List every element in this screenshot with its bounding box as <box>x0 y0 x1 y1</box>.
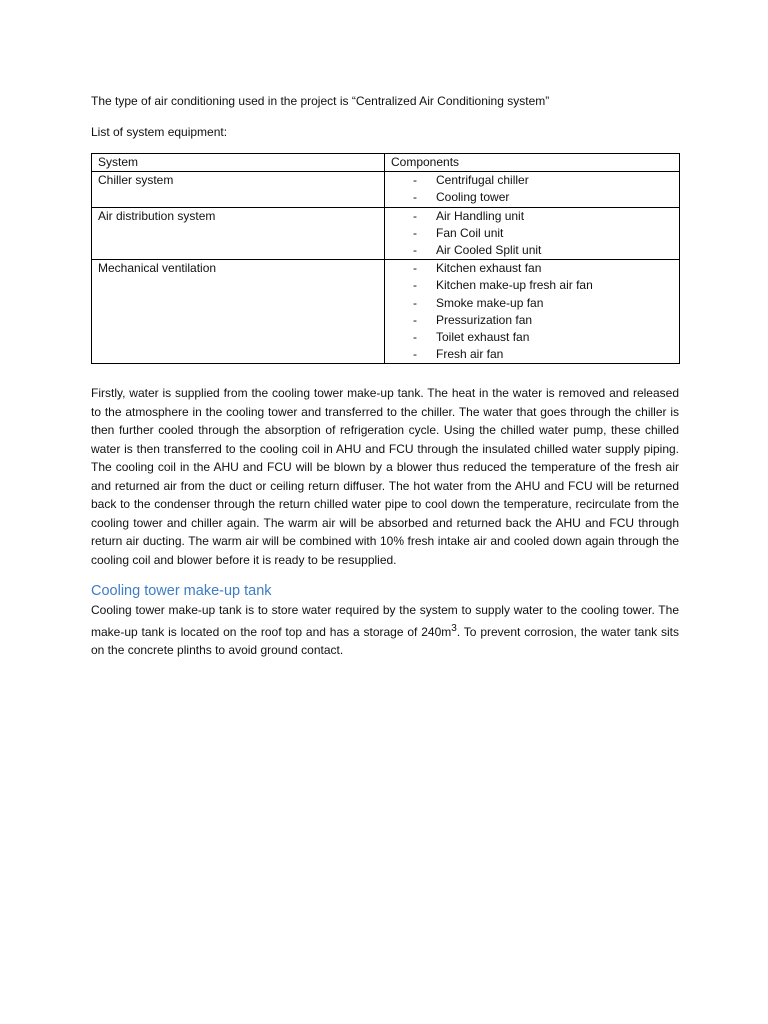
list-item <box>391 172 673 189</box>
bullet-dash: - <box>413 278 417 293</box>
system-cell: Chiller system <box>92 172 385 207</box>
equipment-table <box>91 153 680 364</box>
list-item <box>391 208 673 225</box>
component-label: Smoke make-up fan <box>436 295 544 310</box>
list-item <box>391 277 673 294</box>
section-paragraph <box>91 601 679 660</box>
system-cell: Mechanical ventilation <box>92 260 385 364</box>
bullet-dash: - <box>413 225 417 240</box>
list-item <box>391 260 673 277</box>
component-label: Air Handling unit <box>436 208 525 223</box>
components-list <box>391 260 673 363</box>
section-heading: Cooling tower make-up tank <box>91 583 272 600</box>
list-item <box>391 312 673 329</box>
bullet-dash: - <box>413 330 417 345</box>
section-paragraph-part2: . To prevent corrosion, the water tank sits on the concrete plinths to avoid ground contact. <box>91 624 679 658</box>
bullet-dash: - <box>413 261 417 276</box>
table-header-row <box>92 154 680 172</box>
components-cell <box>385 172 680 207</box>
bullet-dash: - <box>413 347 417 362</box>
list-item <box>391 242 673 259</box>
bullet-dash: - <box>413 208 417 223</box>
table-row <box>92 207 680 260</box>
document-content <box>91 93 679 660</box>
bullet-dash: - <box>413 190 417 205</box>
bullet-dash: - <box>413 312 417 327</box>
components-list <box>391 172 673 206</box>
component-label: Kitchen exhaust fan <box>436 261 542 276</box>
component-label: Toilet exhaust fan <box>436 330 530 345</box>
component-label: Fan Coil unit <box>436 225 504 240</box>
components-list <box>391 208 673 260</box>
intro-text: The type of air conditioning used in the project is “Centralized Air Conditioning system” <box>91 94 550 108</box>
superscript-cubed: 3 <box>451 622 457 634</box>
component-label: Pressurization fan <box>436 312 533 327</box>
component-label: Fresh air fan <box>436 347 504 362</box>
list-item <box>391 225 673 242</box>
bullet-dash: - <box>413 243 417 258</box>
process-description-paragraph: Firstly, water is supplied from the cooling tower make-up tank. The heat in the water is removed and released to the atmosphere in the cooling tower and transferred to the chiller. The water that goes through the chiller is then further cooled through the absorption of refrigeration cycle. Using the chilled water pump, these chilled water is then transferred to the cooling coil in AHU and FCU through the insulated chilled water supply piping. The cooling coil in the AHU and FCU will be blown by a blower thus reduced the temperature of the fresh air and returned air from the duct or ceiling return diffuser. The hot water from the AHU and FCU will be returned back to the condenser through the return chilled water pipe to cool down the temperature, recirculate from the cooling tower and chiller again. The warm air will be absorbed and returned back the AHU and FCU through return air ducting. The warm air will be combined with 10% fresh intake air and cooled down again through the cooling coil and blower before it is ready to be resupplied. <box>91 386 679 567</box>
list-item <box>391 295 673 312</box>
component-label: Cooling tower <box>436 190 510 205</box>
table-row <box>92 260 680 364</box>
list-item <box>391 346 673 363</box>
component-label: Kitchen make-up fresh air fan <box>436 278 593 293</box>
component-label: Centrifugal chiller <box>436 173 529 188</box>
bullet-dash: - <box>413 295 417 310</box>
list-item <box>391 329 673 346</box>
list-item <box>391 189 673 206</box>
components-cell <box>385 260 680 364</box>
bullet-dash: - <box>413 173 417 188</box>
header-components: Components <box>385 154 680 172</box>
table-row <box>92 172 680 207</box>
system-cell: Air distribution system <box>92 207 385 260</box>
equipment-list-label: List of system equipment: <box>91 125 228 139</box>
section-paragraph-part1: Cooling tower make-up tank is to store water required by the system to supply water to the cooling tower. The make-up tank is located on the roof top and has a storage of 240m <box>91 603 679 639</box>
header-system: System <box>92 154 385 172</box>
components-cell <box>385 207 680 260</box>
component-label: Air Cooled Split unit <box>436 243 542 258</box>
